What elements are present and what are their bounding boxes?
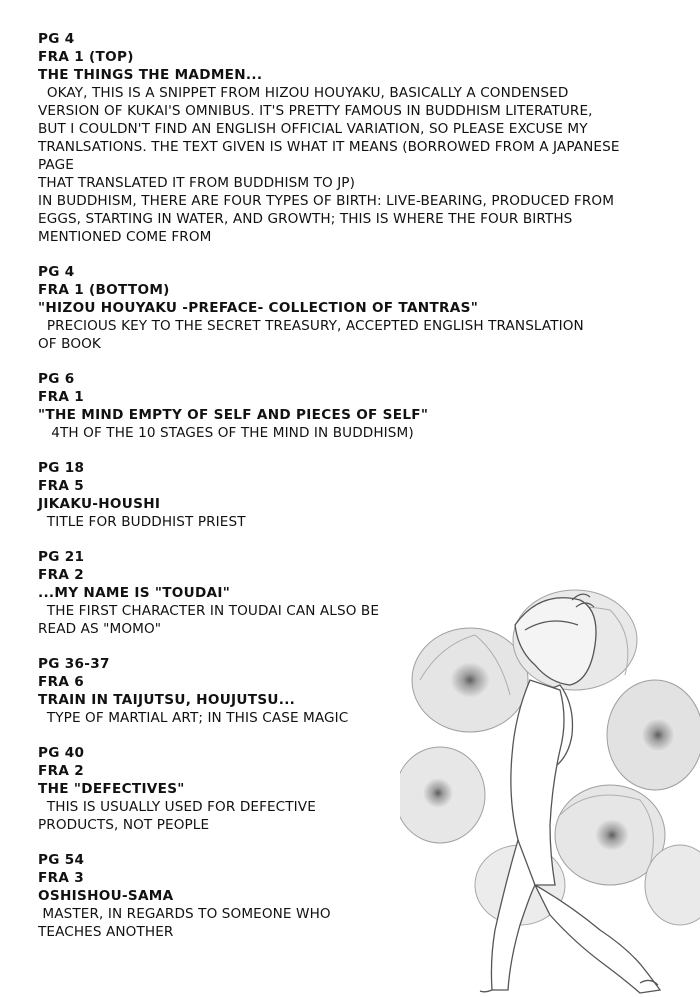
note-entry <box>38 459 668 531</box>
frame-number: FRA 1 <box>38 389 84 405</box>
note-text: 4TH OF THE 10 STAGES OF THE MIND IN BUDDHISM) <box>38 425 414 441</box>
note-text: PRODUCTS, NOT PEOPLE <box>38 817 210 833</box>
note-text: PAGE <box>38 157 74 173</box>
note-text: IN BUDDHISM, THERE ARE FOUR TYPES OF BIRTH: LIVE-BEARING, PRODUCED FROM <box>38 193 615 209</box>
note-term: TRAIN IN TAIJUTSU, HOUJUTSU... <box>38 692 296 708</box>
note-entry <box>38 548 668 638</box>
note-text: TEACHES ANOTHER <box>38 924 174 940</box>
note-term: JIKAKU-HOUSHI <box>38 496 161 512</box>
note-entry <box>38 263 668 353</box>
frame-number: FRA 6 <box>38 674 84 690</box>
note-text: EGGS, STARTING IN WATER, AND GROWTH; THIS IS WHERE THE FOUR BIRTHS <box>38 211 573 227</box>
note-term: OSHISHOU-SAMA <box>38 888 174 904</box>
page-number: PG 6 <box>38 371 75 387</box>
note-text: READ AS "MOMO" <box>38 621 162 637</box>
note-term: THE THINGS THE MADMEN... <box>38 67 263 83</box>
page-number: PG 40 <box>38 745 85 761</box>
note-entry <box>38 744 668 834</box>
frame-number: FRA 3 <box>38 870 84 886</box>
note-text: OF BOOK <box>38 336 101 352</box>
page-number: PG 4 <box>38 31 75 47</box>
note-text: TITLE FOR BUDDHIST PRIEST <box>38 514 246 530</box>
note-entry <box>38 851 668 941</box>
translation-notes <box>38 30 668 958</box>
note-term: ...MY NAME IS "TOUDAI" <box>38 585 231 601</box>
frame-number: FRA 1 (TOP) <box>38 49 134 65</box>
page-number: PG 54 <box>38 852 85 868</box>
note-entry <box>38 370 668 442</box>
note-text: TYPE OF MARTIAL ART; IN THIS CASE MAGIC <box>38 710 349 726</box>
page-number: PG 18 <box>38 460 85 476</box>
note-text: THIS IS USUALLY USED FOR DEFECTIVE <box>38 799 316 815</box>
note-text: PRECIOUS KEY TO THE SECRET TREASURY, ACCEPTED ENGLISH TRANSLATION <box>38 318 584 334</box>
note-text: BUT I COULDN'T FIND AN ENGLISH OFFICIAL VARIATION, SO PLEASE EXCUSE MY <box>38 121 588 137</box>
frame-number: FRA 5 <box>38 478 84 494</box>
page-number: PG 21 <box>38 549 85 565</box>
frame-number: FRA 2 <box>38 763 84 779</box>
page-number: PG 36-37 <box>38 656 110 672</box>
note-text: THAT TRANSLATED IT FROM BUDDHISM TO JP) <box>38 175 355 191</box>
note-term: "HIZOU HOUYAKU -PREFACE- COLLECTION OF TANTRAS" <box>38 300 479 316</box>
note-text: TRANLSATIONS. THE TEXT GIVEN IS WHAT IT MEANS (BORROWED FROM A JAPANESE <box>38 139 620 155</box>
note-entry <box>38 655 668 727</box>
note-text: THE FIRST CHARACTER IN TOUDAI CAN ALSO BE <box>38 603 380 619</box>
note-text: MASTER, IN REGARDS TO SOMEONE WHO <box>38 906 331 922</box>
note-text: OKAY, THIS IS A SNIPPET FROM HIZOU HOUYAKU, BASICALLY A CONDENSED <box>38 85 569 101</box>
note-text: MENTIONED COME FROM <box>38 229 212 245</box>
note-text: VERSION OF KUKAI'S OMNIBUS. IT'S PRETTY FAMOUS IN BUDDHISM LITERATURE, <box>38 103 593 119</box>
note-term: "THE MIND EMPTY OF SELF AND PIECES OF SELF" <box>38 407 429 423</box>
frame-number: FRA 2 <box>38 567 84 583</box>
page-number: PG 4 <box>38 264 75 280</box>
note-term: THE "DEFECTIVES" <box>38 781 185 797</box>
note-entry <box>38 30 668 246</box>
frame-number: FRA 1 (BOTTOM) <box>38 282 170 298</box>
